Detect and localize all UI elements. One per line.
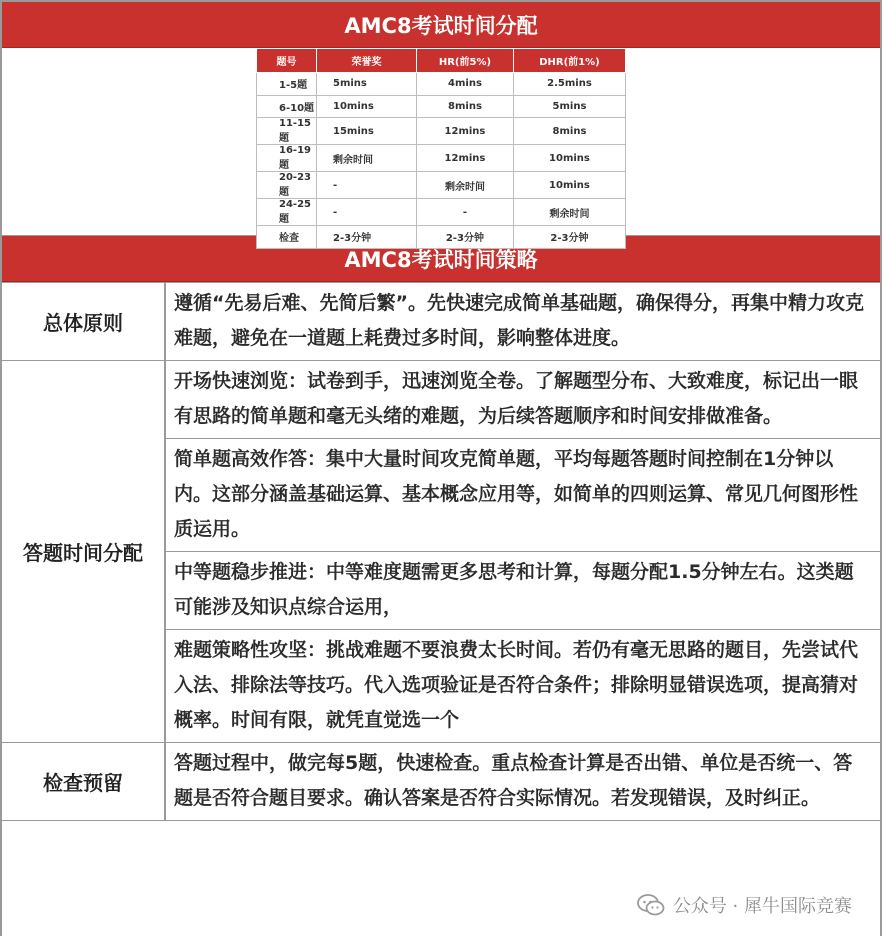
cell: 24-25题 — [257, 199, 317, 226]
review-label: 检查预留 — [2, 743, 166, 821]
cell: 10mins — [317, 95, 417, 118]
cell: 2-3分钟 — [317, 226, 417, 249]
review-text: 答题过程中，做完每5题，快速检查。重点检查计算是否出错、单位是否统一、答题是否符合题目要求。确认答案是否符合实际情况。若发现错误，及时纠正。 — [174, 752, 853, 809]
timing-table — [256, 48, 626, 249]
cell: 5mins — [317, 73, 417, 96]
watermark-text: 公众号 · 犀牛国际竞赛 — [672, 896, 852, 917]
table-row — [257, 95, 626, 118]
table-row — [257, 145, 626, 172]
cell: 20-23题 — [257, 172, 317, 199]
cell: 8mins — [417, 95, 514, 118]
allocation-item: 开场快速浏览：试卷到手，迅速浏览全卷。了解题型分布、大致难度，标记出一眼有思路的简单题和毫无头绪的难题，为后续答题顺序和时间安排做准备。 — [166, 361, 880, 439]
header-question-no: 题号 — [257, 49, 317, 73]
cell: 检查 — [257, 226, 317, 249]
cell: 5mins — [513, 95, 625, 118]
cell: 10mins — [513, 172, 625, 199]
cell: - — [317, 199, 417, 226]
cell: 16-19题 — [257, 145, 317, 172]
allocation-label: 答题时间分配 — [2, 361, 166, 743]
cell: 4mins — [417, 73, 514, 96]
allocation-item: 简单题高效作答：集中大量时间攻克简单题，平均每题答题时间控制在1分钟以内。这部分涵盖基础运算、基本概念应用等，如简单的四则运算、常见几何图形性质运用。 — [166, 439, 880, 552]
cell: 10mins — [513, 145, 625, 172]
timing-section-title — [2, 0, 880, 48]
table-row — [257, 199, 626, 226]
timing-table-container — [2, 48, 880, 245]
timing-header-row — [257, 49, 626, 73]
allocation-item: 难题策略性攻坚：挑战难题不要浪费太长时间。若仍有毫无思路的题目，先尝试代入法、排除法等技巧。代入选项验证是否符合条件；排除明显错误选项，提高猜对概率。时间有限，就凭直觉选一个 — [174, 639, 859, 731]
allocation-content — [166, 361, 880, 743]
principle-content — [166, 283, 880, 361]
cell: 8mins — [513, 118, 625, 145]
principle-text: 遵循“先易后难、先简后繁”。先快速完成简单基础题，确保得分，再集中精力攻克难题，避免在一道题上耗费过多时间，影响整体进度。 — [174, 292, 864, 349]
review-content — [166, 743, 880, 821]
cell: 12mins — [417, 118, 514, 145]
strategy-table — [2, 282, 880, 821]
cell: 12mins — [417, 145, 514, 172]
cell: 2-3分钟 — [417, 226, 514, 249]
wechat-icon — [637, 894, 665, 916]
table-row — [257, 73, 626, 96]
cell: 剩余时间 — [513, 199, 625, 226]
cell: 11-15题 — [257, 118, 317, 145]
cell: 2-3分钟 — [513, 226, 625, 249]
strategy-section-title — [2, 236, 880, 282]
header-honor: 荣誉奖 — [317, 49, 417, 73]
header-dhr: DHR(前1%) — [513, 49, 625, 73]
cell: 剩余时间 — [317, 145, 417, 172]
timing-title-text: AMC8考试时间分配 — [344, 13, 538, 38]
cell: 2.5mins — [513, 73, 625, 96]
principle-label: 总体原则 — [2, 283, 166, 361]
cell: 1-5题 — [257, 73, 317, 96]
strategy-title-text: AMC8考试时间策略 — [344, 247, 538, 272]
header-hr: HR(前5%) — [417, 49, 514, 73]
cell: - — [317, 172, 417, 199]
cell: 剩余时间 — [417, 172, 514, 199]
allocation-item: 中等题稳步推进：中等难度题需更多思考和计算，每题分配1.5分钟左右。这类题可能涉及知识点综合运用， — [166, 552, 880, 630]
cell: - — [417, 199, 514, 226]
table-row — [257, 172, 626, 199]
watermark — [637, 892, 852, 918]
cell: 6-10题 — [257, 95, 317, 118]
table-row — [257, 118, 626, 145]
cell: 15mins — [317, 118, 417, 145]
